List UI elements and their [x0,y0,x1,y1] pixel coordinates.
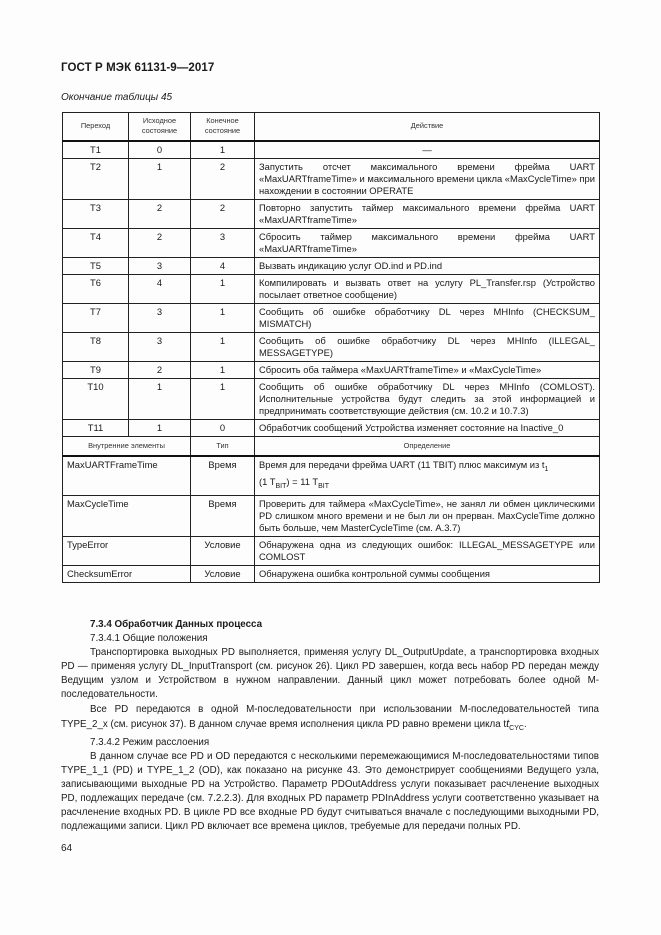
subsection-heading-7-3-4-1: 7.3.4.1 Общие положения [90,633,208,645]
initial-state-cell: 2 [129,228,191,257]
paragraph: Все PD передаются в одной М-последовательности при использовании М-последовательностей типа TYPE_2_x (см. рисунок 37). В данном случае время исполнения цикла PD равно времени цикла $tt_{CYC}$. [61,703,599,732]
final-state-cell: 1 [191,274,255,303]
element-type-cell: Время [191,456,255,495]
final-state-cell: 1 [191,378,255,419]
table-subheader-row [63,436,600,456]
initial-state-cell: 1 [129,419,191,436]
transition-cell: T11 [63,419,129,436]
action-cell: — [255,141,600,159]
initial-state-cell: 2 [129,199,191,228]
transition-cell: T10 [63,378,129,419]
initial-state-cell: 0 [129,141,191,159]
element-type-cell: Условие [191,565,255,582]
table-row [63,332,600,361]
element-name-cell: ChecksumError [63,565,191,582]
standard-header: ГОСТ Р МЭК 61131-9—2017 [61,62,215,74]
state-transition-table [62,112,600,583]
column-header-transition: Переход [63,113,129,141]
table-row [63,158,600,199]
action-cell: Сообщить об ошибке обработчику DL через MHInfo (COMLOST). Исполнительные устройства будут следить за этой информацией и предпринимать соответствующие действия (см. 10.2 и 10.7.3) [255,378,600,419]
final-state-cell: 1 [191,361,255,378]
initial-state-cell: 1 [129,158,191,199]
table-header-row [63,113,600,141]
table-caption: Окончание таблицы 45 [61,92,173,103]
column-header-action: Действие [255,113,600,141]
final-state-cell: 4 [191,257,255,274]
column-header-definition: Определение [255,436,600,456]
final-state-cell: 3 [191,228,255,257]
final-state-cell: 2 [191,199,255,228]
table-row [63,378,600,419]
element-definition-cell: Обнаружена ошибка контрольной суммы сообщения [255,565,600,582]
final-state-cell: 1 [191,332,255,361]
transition-cell: T3 [63,199,129,228]
paragraph: Транспортировка выходных PD выполняется, применяя услугу DL_OutputUpdate, а транспортировка входных PD — применяя услугу DL_InputTransport (см. рисунок 26). Цикл PD завершен, когда весь набор PD передан между Ведущим узлом и Устройством в нужном направлении. Данный цикл может потребовать более одной М-последовательности. [61,647,599,701]
paragraph: В данном случае все PD и OD передаются с несколькими перемежающимися М-последовательностями типов TYPE_1_1 (PD) и TYPE_1_2 (OD), как показано на рисунке 43. Это демонстрирует сообщениями Ведущего узла, записывающими выходные PD на Устройство. Параметр PDOutAddress услуги показывает расчленение выходных PD, подлежащих передаче (см. 7.2.2.3). Для входных PD параметр PDInAddress услуги соответственно указывает на расчленение входных PD. В цикле PD все входные PD будут считываться вначале с последующими выходными PD, подлежащими записи. Цикл PD включает все времена циклов, требуемые для передачи полных PD. [61,750,599,833]
section-heading-7-3-4: 7.3.4 Обработчик Данных процесса [90,619,263,630]
table-row [63,257,600,274]
final-state-cell: 1 [191,303,255,332]
table-row [63,361,600,378]
table-row [63,565,600,582]
initial-state-cell: 2 [129,361,191,378]
table-row [63,228,600,257]
transition-cell: T9 [63,361,129,378]
element-type-cell: Условие [191,536,255,565]
final-state-cell: 0 [191,419,255,436]
action-cell: Сбросить таймер максимального времени фрейма UART «MaxUARTframeTime» [255,228,600,257]
element-definition-cell: Обнаружена одна из следующих ошибок: ILLEGAL_MESSAGETYPE или COMLOST [255,536,600,565]
table-row [63,199,600,228]
transition-cell: T5 [63,257,129,274]
table-row [63,536,600,565]
transition-cell: T6 [63,274,129,303]
table-row [63,419,600,436]
action-cell: Обработчик сообщений Устройства изменяет состояние на Inactive_0 [255,419,600,436]
column-header-type: Тип [191,436,255,456]
element-type-cell: Время [191,495,255,536]
body-text [61,618,599,834]
action-cell: Сбросить оба таймера «MaxUARTframeTime» и «MaxCycleTime» [255,361,600,378]
transition-cell: T2 [63,158,129,199]
initial-state-cell: 3 [129,332,191,361]
page-number: 64 [61,843,73,854]
column-header-final-state: Конечное состояние [191,113,255,141]
transition-cell: T1 [63,141,129,159]
final-state-cell: 1 [191,141,255,159]
transition-cell: T4 [63,228,129,257]
table-row [63,141,600,159]
action-cell: Компилировать и вызвать ответ на услугу PL_Transfer.rsp (Устройство посылает ответное сообщение) [255,274,600,303]
element-name-cell: MaxUARTFrameTime [63,456,191,495]
column-header-internal-elements: Внутренние элементы [63,436,191,456]
column-header-initial-state: Исходное состояние [129,113,191,141]
action-cell: Повторно запустить таймер максимального времени фрейма UART «MaxUARTframeTime» [255,199,600,228]
initial-state-cell: 3 [129,303,191,332]
final-state-cell: 2 [191,158,255,199]
action-cell: Сообщить об ошибке обработчику DL через MHInfo (ILLEGAL_ MESSAGETYPE) [255,332,600,361]
element-definition-cell: Время для передачи фрейма UART (11 TBIT) плюс максимум из $t_1$ (1 $T_{BIT}) = 11$ $T_{BIT}$ [255,456,600,495]
initial-state-cell: 3 [129,257,191,274]
element-name-cell: TypeError [63,536,191,565]
table-row [63,456,600,495]
subsection-heading-7-3-4-2: 7.3.4.2 Режим расслоения [90,736,210,748]
action-cell: Сообщить об ошибке обработчику DL через MHInfo (CHECKSUM_ MISMATCH) [255,303,600,332]
action-cell: Вызвать индикацию услуг OD.ind и PD.ind [255,257,600,274]
table-row [63,303,600,332]
element-name-cell: MaxCycleTime [63,495,191,536]
initial-state-cell: 1 [129,378,191,419]
transition-cell: T8 [63,332,129,361]
table-row [63,495,600,536]
action-cell: Запустить отсчет максимального времени фрейма UART «MaxUARTframeTime» и максимального времени цикла «MaxCycleTime» при нахождении в состоянии OPERATE [255,158,600,199]
table-row [63,274,600,303]
initial-state-cell: 4 [129,274,191,303]
element-definition-cell: Проверить для таймера «MaxCycleTime», не занял ли обмен циклическими PD слишком много времени и не был ли он прерван. MaxCycleTime должно быть больше, чем MasterCycleTime (см. А.3.7) [255,495,600,536]
transition-cell: T7 [63,303,129,332]
